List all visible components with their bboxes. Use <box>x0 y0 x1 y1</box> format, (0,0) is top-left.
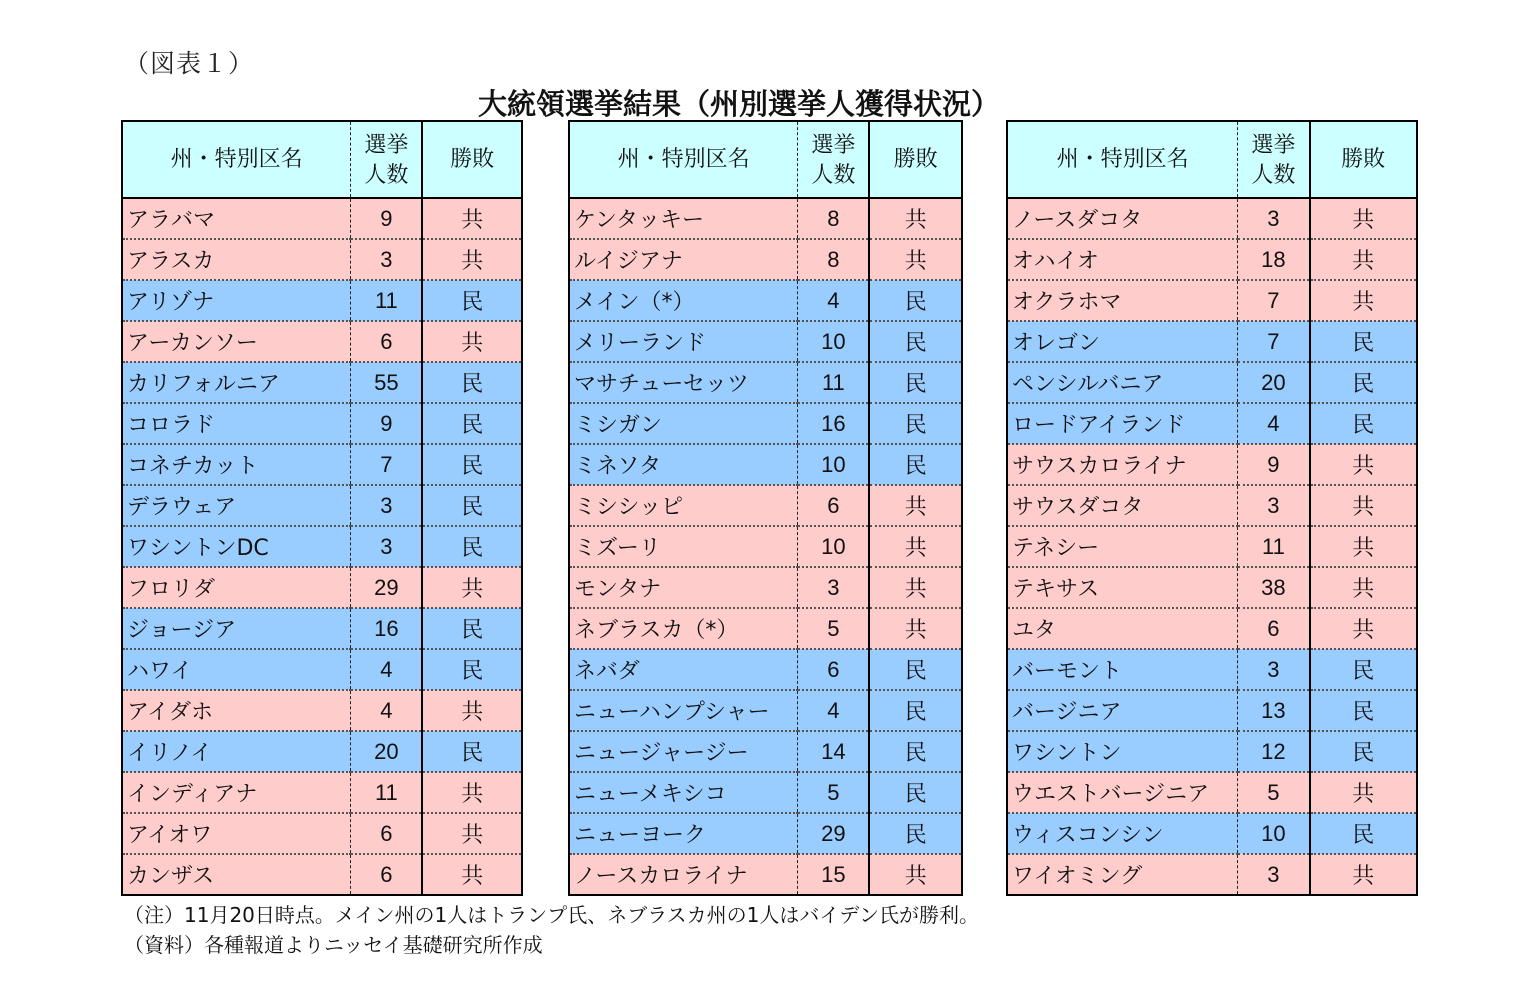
header-votes-line2: 人数 <box>1251 161 1296 187</box>
winner-party: 共 <box>1310 280 1417 321</box>
winner-party: 共 <box>869 485 962 526</box>
winner-party: 共 <box>422 321 522 362</box>
table-row <box>122 526 522 567</box>
winner-party: 民 <box>422 526 522 567</box>
table-row <box>569 854 962 895</box>
winner-party: 民 <box>1310 731 1417 772</box>
state-name: ミシガン <box>569 403 798 444</box>
electoral-votes: 5 <box>1238 772 1310 813</box>
state-name: メリーランド <box>569 321 798 362</box>
state-name: ノースカロライナ <box>569 854 798 895</box>
table-row <box>122 485 522 526</box>
table-row <box>1007 485 1417 526</box>
winner-party: 共 <box>869 239 962 280</box>
table-row <box>569 198 962 239</box>
electoral-votes: 4 <box>798 280 870 321</box>
state-name: カンザス <box>122 854 351 895</box>
winner-party: 民 <box>1310 321 1417 362</box>
table-header-row <box>1007 121 1417 198</box>
table-row <box>1007 444 1417 485</box>
electoral-votes: 12 <box>1238 731 1310 772</box>
state-name: サウスダコタ <box>1007 485 1238 526</box>
table-row <box>1007 403 1417 444</box>
state-name: アーカンソー <box>122 321 351 362</box>
state-name: サウスカロライナ <box>1007 444 1238 485</box>
table-row <box>569 444 962 485</box>
winner-party: 民 <box>869 362 962 403</box>
table-row <box>569 649 962 690</box>
electoral-votes: 20 <box>351 731 423 772</box>
table-row <box>122 813 522 854</box>
state-name: ネブラスカ（*） <box>569 608 798 649</box>
winner-party: 共 <box>1310 854 1417 895</box>
header-votes <box>1238 121 1310 198</box>
electoral-votes: 6 <box>798 649 870 690</box>
state-name: フロリダ <box>122 567 351 608</box>
table-row <box>122 444 522 485</box>
electoral-votes: 7 <box>1238 280 1310 321</box>
header-result: 勝敗 <box>422 121 522 198</box>
table-row <box>122 321 522 362</box>
electoral-votes: 3 <box>351 239 423 280</box>
header-name: 州・特別区名 <box>1007 121 1238 198</box>
header-name: 州・特別区名 <box>122 121 351 198</box>
table-row <box>569 731 962 772</box>
table-row <box>569 321 962 362</box>
table-row <box>122 854 522 895</box>
electoral-votes: 4 <box>351 649 423 690</box>
note-text: （注）11月20日時点。メイン州の1人はトランプ氏、ネブラスカ州の1人はバイデン氏が勝利。 <box>124 903 979 927</box>
electoral-votes: 14 <box>798 731 870 772</box>
table-row <box>122 280 522 321</box>
state-name: テネシー <box>1007 526 1238 567</box>
table-row <box>569 362 962 403</box>
electoral-votes: 7 <box>1238 321 1310 362</box>
electoral-votes: 10 <box>798 321 870 362</box>
electoral-votes: 29 <box>798 813 870 854</box>
state-name: ウエストバージニア <box>1007 772 1238 813</box>
electoral-votes: 10 <box>798 444 870 485</box>
header-votes-line2: 人数 <box>364 161 409 187</box>
header-votes-line1: 選挙 <box>1251 131 1296 157</box>
electoral-votes: 3 <box>351 485 423 526</box>
winner-party: 民 <box>422 444 522 485</box>
winner-party: 共 <box>1310 485 1417 526</box>
winner-party: 民 <box>869 403 962 444</box>
electoral-votes: 3 <box>351 526 423 567</box>
state-name: コネチカット <box>122 444 351 485</box>
winner-party: 共 <box>1310 239 1417 280</box>
table-row <box>569 526 962 567</box>
table-row <box>1007 649 1417 690</box>
winner-party: 民 <box>1310 813 1417 854</box>
state-name: アリゾナ <box>122 280 351 321</box>
electoral-votes: 11 <box>351 772 423 813</box>
winner-party: 民 <box>422 362 522 403</box>
electoral-votes: 11 <box>798 362 870 403</box>
header-result: 勝敗 <box>869 121 962 198</box>
electoral-votes: 20 <box>1238 362 1310 403</box>
winner-party: 共 <box>1310 198 1417 239</box>
electoral-votes: 6 <box>351 854 423 895</box>
table-row <box>569 403 962 444</box>
electoral-votes: 29 <box>351 567 423 608</box>
table-row <box>122 198 522 239</box>
results-table-2 <box>568 120 963 896</box>
electoral-votes: 5 <box>798 772 870 813</box>
electoral-votes: 8 <box>798 198 870 239</box>
winner-party: 民 <box>869 690 962 731</box>
electoral-votes: 7 <box>351 444 423 485</box>
winner-party: 民 <box>1310 403 1417 444</box>
winner-party: 共 <box>869 567 962 608</box>
state-name: ネバダ <box>569 649 798 690</box>
electoral-votes: 3 <box>1238 854 1310 895</box>
table-header-row <box>122 121 522 198</box>
table-row <box>1007 280 1417 321</box>
state-name: バーモント <box>1007 649 1238 690</box>
state-name: ジョージア <box>122 608 351 649</box>
table-row <box>1007 813 1417 854</box>
electoral-votes: 3 <box>1238 649 1310 690</box>
state-name: ワイオミング <box>1007 854 1238 895</box>
winner-party: 民 <box>869 731 962 772</box>
electoral-votes: 6 <box>1238 608 1310 649</box>
winner-party: 共 <box>869 854 962 895</box>
state-name: インディアナ <box>122 772 351 813</box>
state-name: ノースダコタ <box>1007 198 1238 239</box>
winner-party: 共 <box>422 772 522 813</box>
electoral-votes: 9 <box>1238 444 1310 485</box>
electoral-votes: 3 <box>798 567 870 608</box>
table-row <box>569 608 962 649</box>
state-name: イリノイ <box>122 731 351 772</box>
table-row <box>122 362 522 403</box>
winner-party: 民 <box>869 649 962 690</box>
table-row <box>569 813 962 854</box>
state-name: ハワイ <box>122 649 351 690</box>
electoral-votes: 15 <box>798 854 870 895</box>
electoral-votes: 6 <box>351 813 423 854</box>
winner-party: 共 <box>422 198 522 239</box>
state-name: アラスカ <box>122 239 351 280</box>
state-name: ニューメキシコ <box>569 772 798 813</box>
winner-party: 共 <box>422 690 522 731</box>
state-name: ペンシルバニア <box>1007 362 1238 403</box>
results-table-1 <box>121 120 523 896</box>
electoral-votes: 11 <box>351 280 423 321</box>
winner-party: 共 <box>422 567 522 608</box>
winner-party: 民 <box>869 280 962 321</box>
table-row <box>122 772 522 813</box>
winner-party: 民 <box>869 772 962 813</box>
state-name: アラバマ <box>122 198 351 239</box>
table-row <box>569 239 962 280</box>
table-row <box>1007 198 1417 239</box>
winner-party: 共 <box>869 526 962 567</box>
winner-party: 民 <box>422 280 522 321</box>
state-name: ワシントン <box>1007 731 1238 772</box>
electoral-votes: 55 <box>351 362 423 403</box>
header-name: 州・特別区名 <box>569 121 798 198</box>
electoral-votes: 8 <box>798 239 870 280</box>
electoral-votes: 9 <box>351 403 423 444</box>
electoral-votes: 10 <box>1238 813 1310 854</box>
electoral-votes: 6 <box>351 321 423 362</box>
table-row <box>1007 321 1417 362</box>
winner-party: 民 <box>422 485 522 526</box>
state-name: バージニア <box>1007 690 1238 731</box>
electoral-votes: 18 <box>1238 239 1310 280</box>
state-name: オレゴン <box>1007 321 1238 362</box>
state-name: モンタナ <box>569 567 798 608</box>
table-row <box>569 772 962 813</box>
state-name: カリフォルニア <box>122 362 351 403</box>
electoral-votes: 3 <box>1238 485 1310 526</box>
state-name: メイン（*） <box>569 280 798 321</box>
state-name: ミシシッピ <box>569 485 798 526</box>
table-row <box>1007 772 1417 813</box>
electoral-votes: 16 <box>351 608 423 649</box>
winner-party: 共 <box>1310 772 1417 813</box>
state-name: テキサス <box>1007 567 1238 608</box>
table-row <box>1007 526 1417 567</box>
state-name: オハイオ <box>1007 239 1238 280</box>
header-result: 勝敗 <box>1310 121 1417 198</box>
state-name: ミネソタ <box>569 444 798 485</box>
table-row <box>569 690 962 731</box>
winner-party: 民 <box>422 731 522 772</box>
header-votes-line1: 選挙 <box>811 131 856 157</box>
table-row <box>1007 608 1417 649</box>
header-votes-line2: 人数 <box>811 161 856 187</box>
winner-party: 民 <box>869 444 962 485</box>
winner-party: 民 <box>869 321 962 362</box>
electoral-votes: 11 <box>1238 526 1310 567</box>
winner-party: 共 <box>1310 526 1417 567</box>
winner-party: 共 <box>1310 567 1417 608</box>
notes <box>124 900 979 960</box>
table-row <box>1007 854 1417 895</box>
figure-label: （図表１） <box>124 49 255 78</box>
electoral-votes: 6 <box>798 485 870 526</box>
electoral-votes: 13 <box>1238 690 1310 731</box>
page-title: 大統領選挙結果（州別選挙人獲得状況） <box>478 87 1001 121</box>
state-name: アイダホ <box>122 690 351 731</box>
winner-party: 共 <box>1310 608 1417 649</box>
table-row <box>122 403 522 444</box>
table-row <box>122 608 522 649</box>
table-row <box>122 731 522 772</box>
state-name: オクラホマ <box>1007 280 1238 321</box>
state-name: ニューヨーク <box>569 813 798 854</box>
table-row <box>122 239 522 280</box>
table-row <box>569 567 962 608</box>
header-votes <box>351 121 423 198</box>
state-name: ケンタッキー <box>569 198 798 239</box>
table-row <box>1007 690 1417 731</box>
winner-party: 共 <box>869 198 962 239</box>
table-row <box>569 485 962 526</box>
results-table-3 <box>1006 120 1418 896</box>
table-row <box>1007 362 1417 403</box>
table-row <box>569 280 962 321</box>
state-name: ルイジアナ <box>569 239 798 280</box>
table-header-row <box>569 121 962 198</box>
table-row <box>122 567 522 608</box>
electoral-votes: 38 <box>1238 567 1310 608</box>
winner-party: 共 <box>1310 444 1417 485</box>
table-row <box>1007 239 1417 280</box>
table-row <box>122 649 522 690</box>
electoral-votes: 4 <box>1238 403 1310 444</box>
electoral-votes: 16 <box>798 403 870 444</box>
state-name: マサチューセッツ <box>569 362 798 403</box>
state-name: ロードアイランド <box>1007 403 1238 444</box>
state-name: ワシントンDC <box>122 526 351 567</box>
winner-party: 民 <box>422 403 522 444</box>
state-name: ウィスコンシン <box>1007 813 1238 854</box>
state-name: コロラド <box>122 403 351 444</box>
winner-party: 民 <box>1310 362 1417 403</box>
electoral-votes: 3 <box>1238 198 1310 239</box>
electoral-votes: 4 <box>798 690 870 731</box>
winner-party: 民 <box>1310 690 1417 731</box>
winner-party: 民 <box>1310 649 1417 690</box>
winner-party: 共 <box>422 854 522 895</box>
winner-party: 共 <box>869 608 962 649</box>
electoral-votes: 9 <box>351 198 423 239</box>
table-row <box>1007 731 1417 772</box>
table-row <box>122 690 522 731</box>
source-text: （資料）各種報道よりニッセイ基礎研究所作成 <box>124 933 543 957</box>
winner-party: 民 <box>422 608 522 649</box>
winner-party: 共 <box>422 239 522 280</box>
winner-party: 民 <box>869 813 962 854</box>
electoral-votes: 4 <box>351 690 423 731</box>
state-name: ミズーリ <box>569 526 798 567</box>
table-row <box>1007 567 1417 608</box>
state-name: ユタ <box>1007 608 1238 649</box>
state-name: デラウェア <box>122 485 351 526</box>
header-votes-line1: 選挙 <box>364 131 409 157</box>
winner-party: 共 <box>422 813 522 854</box>
header-votes <box>798 121 870 198</box>
state-name: アイオワ <box>122 813 351 854</box>
electoral-votes: 5 <box>798 608 870 649</box>
state-name: ニュージャージー <box>569 731 798 772</box>
state-name: ニューハンプシャー <box>569 690 798 731</box>
winner-party: 民 <box>422 649 522 690</box>
electoral-votes: 10 <box>798 526 870 567</box>
